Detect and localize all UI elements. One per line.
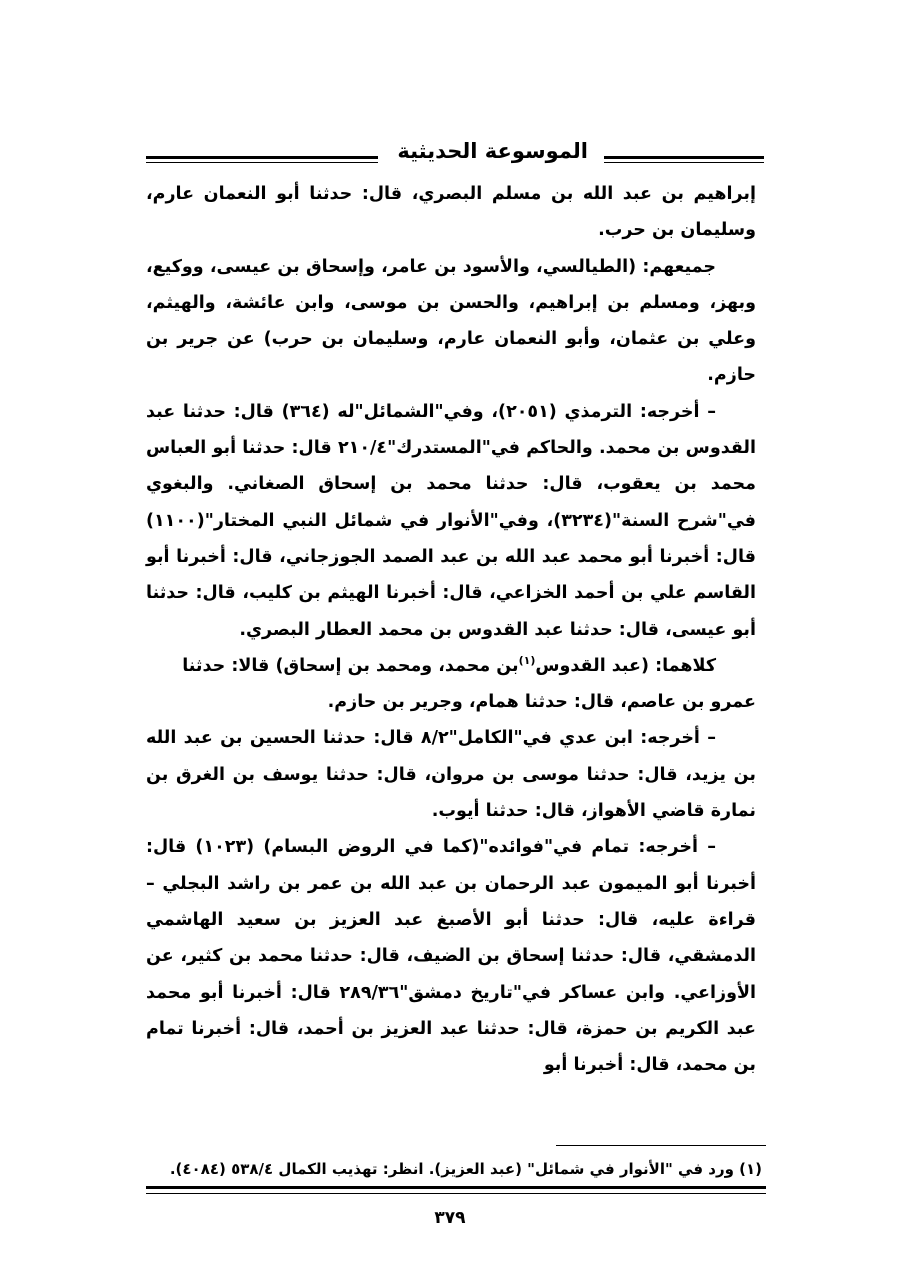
header-title: الموسوعة الحديثية [397, 139, 588, 163]
paragraph-4 [146, 648, 756, 684]
paragraph-4-continued: عمرو بن عاصم، قال: حدثنا همام، وجرير بن حازم. [327, 692, 756, 713]
header-rule-left-thin [146, 162, 378, 163]
header-rule-right [604, 156, 764, 159]
paragraph-1: إبراهيم بن عبد الله بن مسلم البصري، قال: حدثنا أبو النعمان عارم، وسليمان بن حرب. [146, 184, 756, 241]
paragraph-6: – أخرجه: تمام في"فوائده"(كما في الروض البسام) (١٠٢٣) قال: أخبرنا أبو الميمون عبد الرحمان بن عبد الله بن عمر بن راشد البجلي –قراءة عليه، قال: حدثنا أبو الأصبغ عبد العزيز بن سعيد الهاشمي الدمشقي، قال: حدثنا إسحاق بن الضيف، قال: حدثنا محمد بن كثير، عن الأوزاعي. وابن عساكر في"تاريخ دمشق"٢٨٩/٣٦ قال: أخبرنا أبو محمد عبد الكريم بن حمزة، قال: حدثنا عبد العزيز بن أحمد، قال: أخبرنا تمام بن محمد، قال: أخبرنا أبو [146, 837, 756, 1076]
footnote: (١) ورد في "الأنوار في شمائل" (عبد العزيز). انظر: تهذيب الكمال ٥٣٨/٤ (٤٠٨٤). [169, 1160, 762, 1178]
paragraph-5: – أخرجه: ابن عدي في"الكامل"٨/٢ قال: حدثنا الحسين بن عبد الله بن يزيد، قال: حدثنا موسى بن مروان، قال: حدثنا يوسف بن الغرق بن نمارة قاضي الأهواز، قال: حدثنا أيوب. [146, 728, 756, 822]
header-rule-left [146, 156, 378, 159]
footnote-separator [556, 1145, 766, 1146]
running-header [146, 138, 764, 168]
paragraph-4-start: كلاهما: (عبد القدوس [535, 655, 716, 676]
main-text [146, 176, 756, 1083]
header-rule-right-thin [604, 162, 764, 163]
bottom-rule-thin [146, 1193, 766, 1194]
footnote-marker: (١) [518, 654, 536, 668]
bottom-rule [146, 1186, 766, 1189]
paragraph-4-end: بن محمد، ومحمد بن إسحاق) قالا: حدثنا [182, 655, 519, 676]
page-number: ٣٧٩ [434, 1208, 466, 1228]
paragraph-2: جميعهم: (الطيالسي، والأسود بن عامر، وإسحاق بن عيسى، ووكيع، وبهز، ومسلم بن إبراهيم، والحسن بن موسى، وابن عائشة، والهيثم، وعلي بن عثمان، وأبو النعمان عارم، وسليمان بن حرب) عن جرير بن حازم. [146, 256, 756, 386]
paragraph-3: – أخرجه: الترمذي (٢٠٥١)، وفي"الشمائل"له (٣٦٤) قال: حدثنا عبد القدوس بن محمد. والحاكم في"المستدرك"٢١٠/٤ قال: حدثنا أبو العباس محمد بن يعقوب، قال: حدثنا محمد بن إسحاق الصغاني. والبغوي في"شرح السنة"(٣٢٣٤)، وفي"الأنوار في شمائل النبي المختار"(١١٠٠) قال: أخبرنا أبو محمد عبد الله بن عبد الصمد الجوزجاني، قال: أخبرنا أبو القاسم علي بن أحمد الخزاعي، قال: أخبرنا الهيثم بن كليب، قال: حدثنا أبو عيسى، قال: حدثنا عبد القدوس بن محمد العطار البصري. [146, 401, 756, 640]
